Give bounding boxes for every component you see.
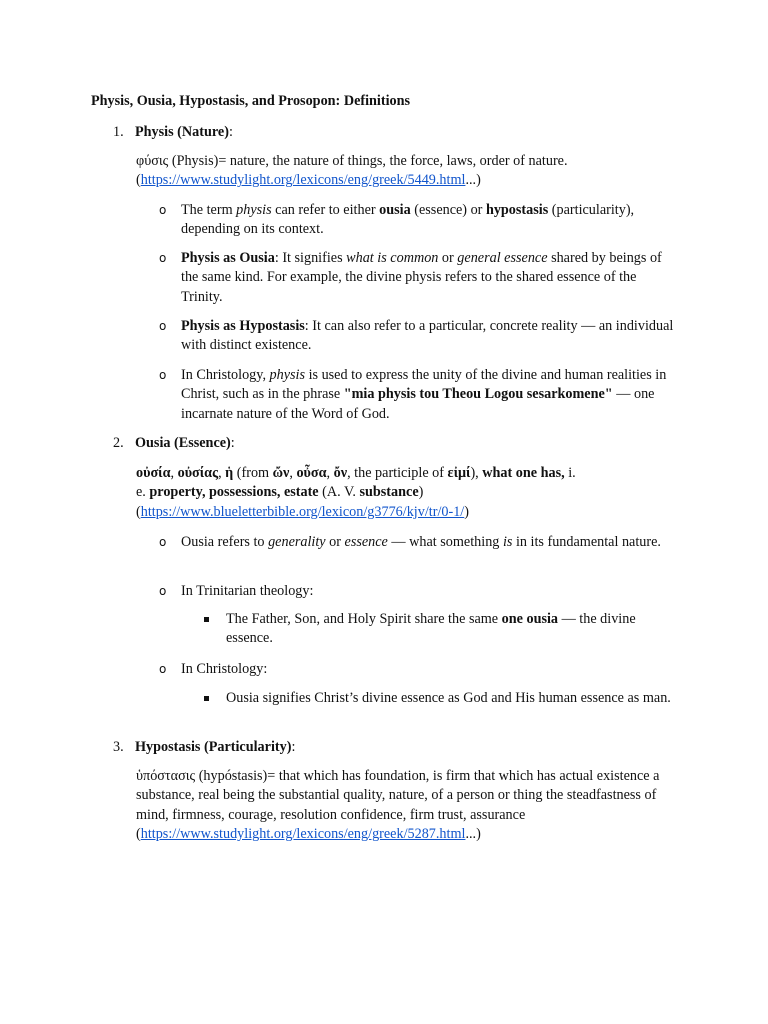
studylight-link-5287[interactable]: https://www.studylight.org/lexicons/eng/greek/5287.html: [140, 826, 466, 843]
heading-text: Physis (Nature): [135, 124, 229, 140]
page-title: Physis, Ousia, Hypostasis, and Prosopon: Definitions: [91, 93, 411, 109]
circle-bullet-icon: o: [159, 662, 167, 676]
list-number: 3.: [113, 739, 124, 755]
section-heading-physis: 1. Physis (Nature):: [113, 123, 233, 142]
circle-bullet-icon: o: [159, 535, 167, 549]
square-bullet-icon: [204, 617, 209, 622]
greek-term: φύσις: [136, 153, 169, 169]
circle-bullet-icon: o: [159, 584, 167, 598]
section-heading-ousia: 2. Ousia (Essence):: [113, 434, 235, 453]
list-item: Physis as Hypostasis: It can also refer to a particular, concrete reality — an individual with distinct existence.: [181, 318, 674, 354]
list-item: In Christology, physis is used to express the unity of the divine and human realities in Christ, such as in the phrase "mia physis tou Theou Logou sesarkomene" — one incarnate nature of the Word of God.: [181, 367, 667, 422]
section-heading-hypostasis: 3. Hypostasis (Particularity):: [113, 738, 295, 757]
studylight-link-5449[interactable]: https://www.studylight.org/lexicons/eng/greek/5449.html: [140, 172, 466, 189]
circle-bullet-icon: o: [159, 319, 167, 333]
list-item: In Trinitarian theology:: [181, 583, 314, 599]
sub-list-item: Ousia signifies Christ’s divine essence as God and His human essence as man.: [226, 690, 671, 706]
heading-text: Hypostasis (Particularity): [135, 739, 292, 755]
greek-term: ὑπόστασις: [136, 768, 196, 784]
list-item: Physis as Ousia: It signifies what is common or general essence shared by beings of the same kind. For example, the divine physis refers to the shared essence of the Trinity.: [181, 250, 662, 305]
heading-text: Ousia (Essence): [135, 435, 231, 451]
hypostasis-definition: ὑπόστασις (hypóstasis)= that which has foundation, is firm that which has actual existence a substance, real being the substantial quality, nature, of a person or thing the steadfastness of mind, firmness, courage, resolution confidence, firm trust, assurance (https://www.studylight.org/lexicons/eng/greek/5287.html...): [136, 768, 660, 843]
circle-bullet-icon: o: [159, 368, 167, 382]
list-item: Ousia refers to generality or essence — what something is in its fundamental nature.: [181, 534, 661, 550]
circle-bullet-icon: o: [159, 203, 167, 217]
physis-definition: φύσις (Physis)= nature, the nature of things, the force, laws, order of nature. (https://www.studylight.org/lexicons/eng/greek/5449.html...): [136, 153, 568, 189]
list-item: In Christology:: [181, 661, 268, 677]
list-number: 2.: [113, 435, 124, 451]
ousia-definition: οὐσία, οὐσίας, ἡ (from ὤν, οὖσα, ὄν, the participle of εἰμί), what one has, i. e. property, possessions, estate (A. V. substance) (https://www.blueletterbible.org/lexicon/g3776/kjv/tr/0-1/): [136, 465, 576, 520]
sub-list-item: The Father, Son, and Holy Spirit share the same one ousia — the divine essence.: [226, 611, 636, 647]
circle-bullet-icon: o: [159, 251, 167, 265]
square-bullet-icon: [204, 696, 209, 701]
blueletterbible-link-g3776[interactable]: https://www.blueletterbible.org/lexicon/g3776/kjv/tr/0-1/: [140, 503, 465, 520]
list-item: The term physis can refer to either ousia (essence) or hypostasis (particularity), depending on its context.: [181, 202, 635, 238]
list-number: 1.: [113, 124, 124, 140]
